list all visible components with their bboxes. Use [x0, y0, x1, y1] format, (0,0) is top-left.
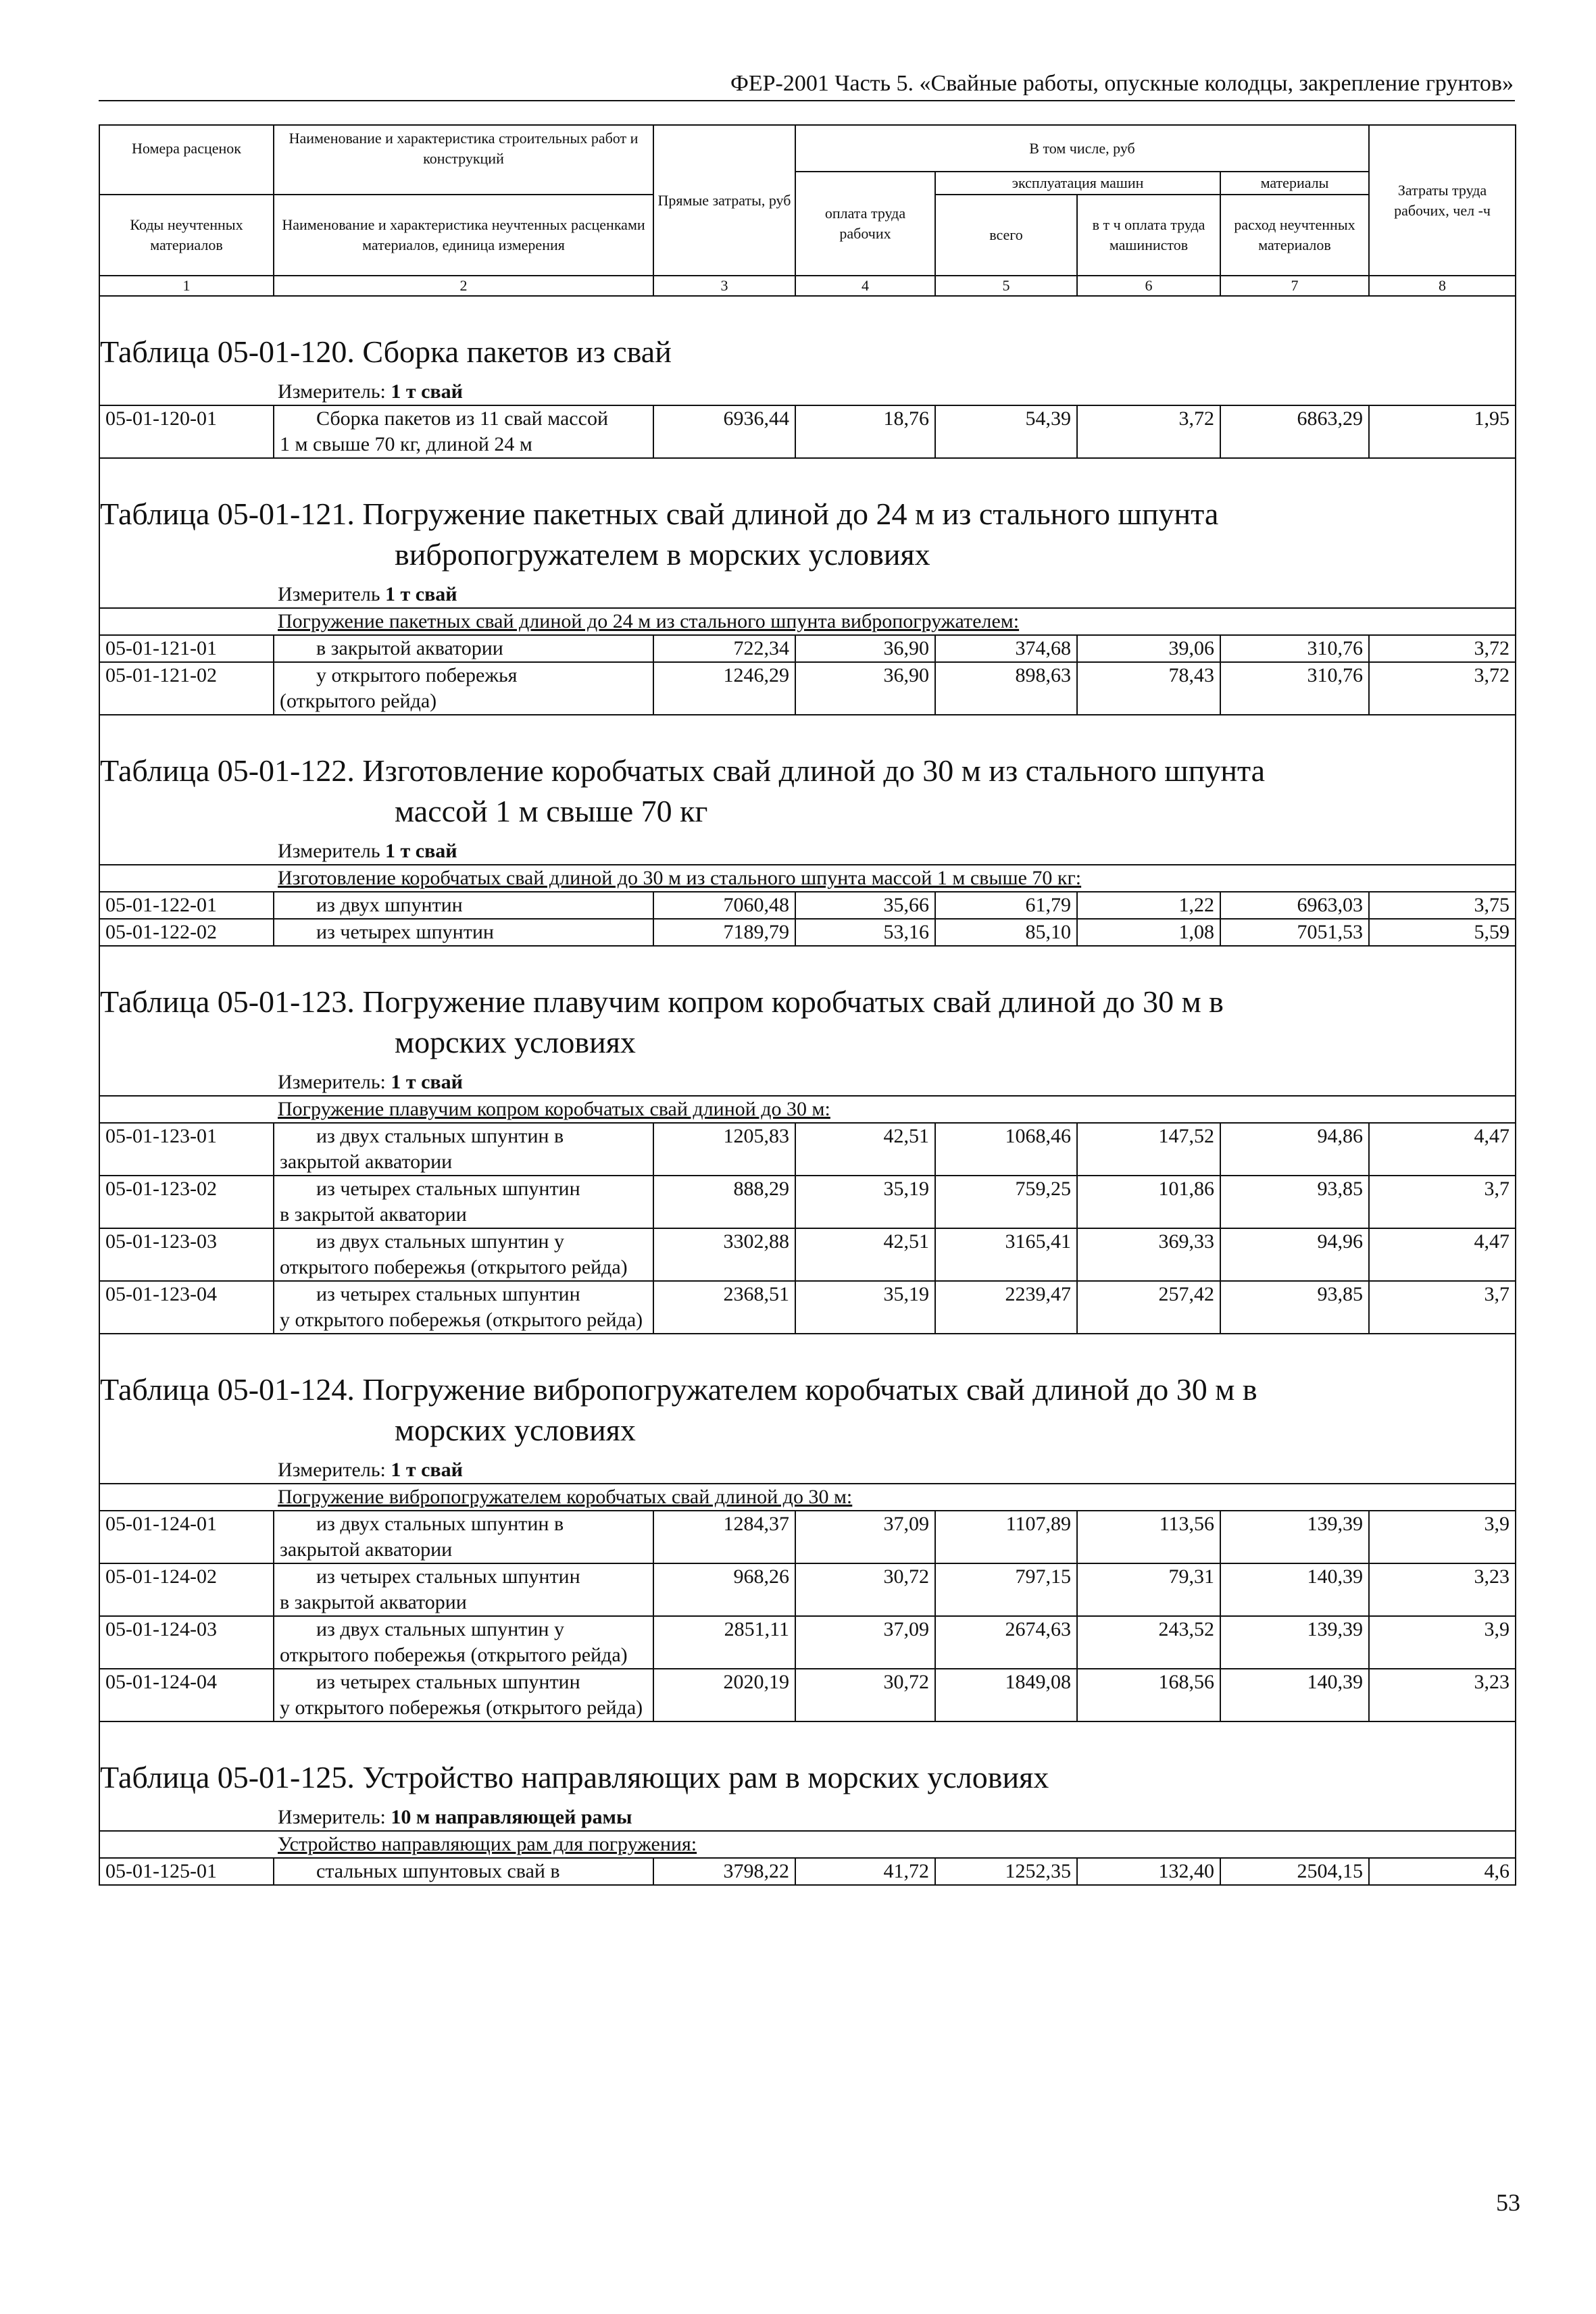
col-number: 6: [1077, 276, 1220, 296]
measure-label: Измеритель:: [278, 1459, 386, 1481]
rate-name: [274, 1669, 653, 1721]
rate-name-first: из четырех стальных шпунтин: [316, 1178, 580, 1200]
table-body: [99, 296, 1516, 1885]
table-row: [99, 1858, 1516, 1885]
value-materials: 139,39: [1220, 1616, 1369, 1669]
rate-name-rest: у открытого побережья (открытого рейда): [280, 1696, 643, 1719]
rate-code: 05-01-124-01: [99, 1511, 274, 1563]
value-hours: 3,72: [1369, 635, 1516, 662]
rate-code: 05-01-123-04: [99, 1281, 274, 1334]
measure-label: Измеритель:: [278, 1071, 386, 1093]
value-hours: 1,95: [1369, 405, 1516, 458]
measure-value: 1 т свай: [391, 380, 463, 403]
group-heading: Погружение вибропогружателем коробчатых свай длиной до 30 м:: [99, 1484, 1516, 1511]
value-direct: 722,34: [653, 635, 795, 662]
header-spacer-2: [274, 172, 653, 195]
header-name-unaccounted: Наименование и характеристика неучтенных расценками материалов, единица измерения: [274, 195, 653, 276]
rate-code: 05-01-124-04: [99, 1669, 274, 1721]
rate-name: [274, 1176, 653, 1228]
value-direct: 2368,51: [653, 1281, 795, 1334]
value-hours: 4,6: [1369, 1858, 1516, 1885]
value-labor: 30,72: [795, 1563, 935, 1616]
rate-name-first: из четырех стальных шпунтин: [316, 1671, 580, 1693]
value-labor: 42,51: [795, 1228, 935, 1281]
value-direct: 1246,29: [653, 662, 795, 715]
group-row: [99, 608, 1516, 635]
section-title-lead: Таблица 05-01-125. Устройство направляющих рам в морских условиях: [100, 1760, 1049, 1794]
value-hours: 5,59: [1369, 919, 1516, 946]
value-materials: 93,85: [1220, 1281, 1369, 1334]
value-machines: 759,25: [935, 1176, 1077, 1228]
measure-value: 1 т свай: [391, 1459, 463, 1481]
value-labor: 37,09: [795, 1511, 935, 1563]
rate-name: [274, 1616, 653, 1669]
section-title: [99, 458, 1516, 575]
measure-value: 1 т свай: [391, 1071, 463, 1093]
table-row: [99, 1669, 1516, 1721]
value-operators: 39,06: [1077, 635, 1220, 662]
value-materials: 7051,53: [1220, 919, 1369, 946]
section-title: [99, 715, 1516, 832]
rate-code: 05-01-121-02: [99, 662, 274, 715]
value-operators: 243,52: [1077, 1616, 1220, 1669]
header-name-works: Наименование и характеристика строительных работ и конструкций: [274, 125, 653, 172]
col-number: 1: [99, 276, 274, 296]
header-direct-costs: Прямые затраты, руб: [653, 125, 795, 276]
rate-name: [274, 892, 653, 919]
group-row: [99, 865, 1516, 892]
rate-name-rest: открытого побережья (открытого рейда): [280, 1644, 628, 1666]
rate-code: 05-01-123-02: [99, 1176, 274, 1228]
value-machines: 3165,41: [935, 1228, 1077, 1281]
rate-name: [274, 1228, 653, 1281]
section-title: [99, 1721, 1516, 1798]
value-labor: 35,19: [795, 1281, 935, 1334]
value-materials: 139,39: [1220, 1511, 1369, 1563]
rate-code: 05-01-120-01: [99, 405, 274, 458]
section-title-row: [99, 458, 1516, 575]
group-row: [99, 1096, 1516, 1123]
value-machines: 2674,63: [935, 1616, 1077, 1669]
value-hours: 4,47: [1369, 1123, 1516, 1176]
header-rule: [99, 100, 1515, 101]
section-title-row: [99, 1721, 1516, 1798]
value-operators: 3,72: [1077, 405, 1220, 458]
section-title: [99, 946, 1516, 1063]
value-materials: 310,76: [1220, 662, 1369, 715]
header-spacer-1: [99, 172, 274, 195]
value-operators: 168,56: [1077, 1669, 1220, 1721]
measure-row: [99, 1063, 1516, 1096]
rate-name-first: из четырех шпунтин: [316, 921, 494, 943]
section-title-rest: морских условиях: [395, 1413, 636, 1447]
measure: [99, 575, 1516, 608]
value-operators: 147,52: [1077, 1123, 1220, 1176]
table-header: [99, 125, 1516, 296]
rate-name-first: из двух шпунтин: [316, 894, 463, 916]
rate-name-first: из двух стальных шпунтин в: [316, 1513, 564, 1535]
value-direct: 2020,19: [653, 1669, 795, 1721]
measure-value: 10 м направляющей рамы: [391, 1806, 632, 1828]
value-materials: 6963,03: [1220, 892, 1369, 919]
value-labor: 37,09: [795, 1616, 935, 1669]
section-title-lead: Таблица 05-01-121. Погружение пакетных свай длиной до 24 м из стального шпунта: [100, 497, 1219, 531]
section-title-row: [99, 296, 1516, 372]
rate-name-first: из двух стальных шпунтин в: [316, 1125, 564, 1147]
measure-label: Измеритель: [278, 840, 380, 862]
rate-code: 05-01-122-02: [99, 919, 274, 946]
value-operators: 1,22: [1077, 892, 1220, 919]
value-materials: 140,39: [1220, 1563, 1369, 1616]
rate-name: [274, 1563, 653, 1616]
col-number: 7: [1220, 276, 1369, 296]
measure-label: Измеритель:: [278, 380, 386, 403]
value-machines: 85,10: [935, 919, 1077, 946]
rate-code: 05-01-125-01: [99, 1858, 274, 1885]
header-operator-pay: в т ч оплата труда машинистов: [1077, 195, 1220, 276]
measure-row: [99, 372, 1516, 405]
rate-name: [274, 405, 653, 458]
measure-value: 1 т свай: [385, 583, 457, 605]
value-hours: 3,9: [1369, 1616, 1516, 1669]
header-materials: материалы: [1220, 172, 1369, 195]
rate-name-rest: у открытого побережья (открытого рейда): [280, 1309, 643, 1331]
rate-name-first: из четырех стальных шпунтин: [316, 1565, 580, 1588]
measure-row: [99, 1798, 1516, 1831]
rate-name-rest: закрытой акватории: [280, 1538, 453, 1561]
section-title: [99, 296, 1516, 372]
value-hours: 3,23: [1369, 1563, 1516, 1616]
measure: [99, 1798, 1516, 1831]
measure: [99, 832, 1516, 865]
rate-name: [274, 1858, 653, 1885]
value-operators: 101,86: [1077, 1176, 1220, 1228]
measure: [99, 1063, 1516, 1096]
table-row: [99, 1616, 1516, 1669]
header-total: всего: [935, 195, 1077, 276]
value-hours: 4,47: [1369, 1228, 1516, 1281]
value-direct: 968,26: [653, 1563, 795, 1616]
rate-name-first: в закрытой акватории: [316, 637, 503, 659]
value-operators: 78,43: [1077, 662, 1220, 715]
value-hours: 3,7: [1369, 1176, 1516, 1228]
value-labor: 18,76: [795, 405, 935, 458]
value-labor: 35,66: [795, 892, 935, 919]
header-codes-unaccounted: Коды неучтенных материалов: [99, 195, 274, 276]
col-number: 3: [653, 276, 795, 296]
rate-name-first: Сборка пакетов из 11 свай массой: [316, 407, 608, 430]
measure-row: [99, 1451, 1516, 1484]
value-machines: 1107,89: [935, 1511, 1077, 1563]
rate-name: [274, 1511, 653, 1563]
table-row: [99, 405, 1516, 458]
table-row: [99, 892, 1516, 919]
header-rates-numbers: Номера расценок: [99, 125, 274, 172]
value-operators: 113,56: [1077, 1511, 1220, 1563]
group-row: [99, 1484, 1516, 1511]
value-direct: 1284,37: [653, 1511, 795, 1563]
value-machines: 374,68: [935, 635, 1077, 662]
header-labor-costs: Затраты труда рабочих, чел -ч: [1369, 125, 1516, 276]
value-hours: 3,72: [1369, 662, 1516, 715]
value-hours: 3,23: [1369, 1669, 1516, 1721]
value-materials: 94,86: [1220, 1123, 1369, 1176]
value-operators: 79,31: [1077, 1563, 1220, 1616]
group-heading: Погружение пакетных свай длиной до 24 м из стального шпунта вибропогружателем:: [99, 608, 1516, 635]
value-materials: 6863,29: [1220, 405, 1369, 458]
table-row: [99, 1281, 1516, 1334]
measure-value: 1 т свай: [385, 840, 457, 862]
measure-label: Измеритель:: [278, 1806, 386, 1828]
value-hours: 3,75: [1369, 892, 1516, 919]
running-head: ФЕР-2001 Часть 5. «Свайные работы, опускные колодцы, закрепление грунтов»: [730, 71, 1514, 96]
rate-name-rest: открытого побережья (открытого рейда): [280, 1256, 628, 1278]
group-heading: Изготовление коробчатых свай длиной до 30 м из стального шпунта массой 1 м свыше 70 кг:: [99, 865, 1516, 892]
header-machine-operation: эксплуатация машин: [935, 172, 1220, 195]
value-direct: 888,29: [653, 1176, 795, 1228]
table-row: [99, 1511, 1516, 1563]
value-hours: 3,7: [1369, 1281, 1516, 1334]
page-number: 53: [1496, 2189, 1520, 2216]
section-title-row: [99, 715, 1516, 832]
rate-name-first: у открытого побережья: [316, 664, 518, 686]
measure-row: [99, 575, 1516, 608]
value-labor: 41,72: [795, 1858, 935, 1885]
header-labor-pay: оплата труда рабочих: [795, 172, 935, 276]
rate-name-first: из четырех стальных шпунтин: [316, 1283, 580, 1305]
section-title-lead: Таблица 05-01-122. Изготовление коробчатых свай длиной до 30 м из стального шпунта: [100, 753, 1266, 788]
value-operators: 132,40: [1077, 1858, 1220, 1885]
rate-name: [274, 1123, 653, 1176]
value-materials: 93,85: [1220, 1176, 1369, 1228]
table-row: [99, 1228, 1516, 1281]
table-row: [99, 1563, 1516, 1616]
value-labor: 35,19: [795, 1176, 935, 1228]
section-title-rest: массой 1 м свыше 70 кг: [395, 794, 708, 828]
value-hours: 3,9: [1369, 1511, 1516, 1563]
rate-name: [274, 662, 653, 715]
rate-name: [274, 919, 653, 946]
rate-code: 05-01-124-03: [99, 1616, 274, 1669]
header-material-consumption: расход неучтенных материалов: [1220, 195, 1369, 276]
section-title-lead: Таблица 05-01-123. Погружение плавучим копром коробчатых свай длиной до 30 м в: [100, 984, 1224, 1019]
group-row: [99, 1831, 1516, 1858]
value-labor: 53,16: [795, 919, 935, 946]
section-title-lead: Таблица 05-01-124. Погружение вибропогружателем коробчатых свай длиной до 30 м в: [100, 1372, 1257, 1407]
value-direct: 3302,88: [653, 1228, 795, 1281]
value-direct: 7189,79: [653, 919, 795, 946]
rate-name-rest: (открытого рейда): [280, 690, 437, 712]
value-machines: 1068,46: [935, 1123, 1077, 1176]
rate-name-rest: в закрытой акватории: [280, 1591, 467, 1613]
rate-code: 05-01-123-01: [99, 1123, 274, 1176]
measure-row: [99, 832, 1516, 865]
table-row: [99, 662, 1516, 715]
value-operators: 1,08: [1077, 919, 1220, 946]
table-row: [99, 635, 1516, 662]
value-machines: 2239,47: [935, 1281, 1077, 1334]
value-machines: 54,39: [935, 405, 1077, 458]
value-direct: 7060,48: [653, 892, 795, 919]
rate-name: [274, 635, 653, 662]
value-machines: 797,15: [935, 1563, 1077, 1616]
table-row: [99, 919, 1516, 946]
value-direct: 3798,22: [653, 1858, 795, 1885]
value-labor: 36,90: [795, 635, 935, 662]
section-title-row: [99, 1334, 1516, 1451]
rate-name-first: стальных шпунтовых свай в: [316, 1860, 560, 1882]
col-number: 5: [935, 276, 1077, 296]
rate-name-first: из двух стальных шпунтин у: [316, 1618, 564, 1640]
value-materials: 140,39: [1220, 1669, 1369, 1721]
measure: [99, 1451, 1516, 1484]
value-materials: 310,76: [1220, 635, 1369, 662]
value-labor: 36,90: [795, 662, 935, 715]
section-title: [99, 1334, 1516, 1451]
value-direct: 1205,83: [653, 1123, 795, 1176]
value-machines: 1252,35: [935, 1858, 1077, 1885]
rate-name-first: из двух стальных шпунтин у: [316, 1230, 564, 1253]
measure: [99, 372, 1516, 405]
rate-name-rest: в закрытой акватории: [280, 1203, 467, 1226]
col-number: 2: [274, 276, 653, 296]
value-materials: 2504,15: [1220, 1858, 1369, 1885]
rate-code: 05-01-124-02: [99, 1563, 274, 1616]
section-title-rest: вибропогружателем в морских условиях: [395, 537, 930, 572]
value-machines: 61,79: [935, 892, 1077, 919]
rate-code: 05-01-122-01: [99, 892, 274, 919]
group-heading: Устройство направляющих рам для погружения:: [99, 1831, 1516, 1858]
table-row: [99, 1176, 1516, 1228]
header-including: В том числе, руб: [795, 125, 1369, 172]
rate-code: 05-01-123-03: [99, 1228, 274, 1281]
col-number: 8: [1369, 276, 1516, 296]
value-direct: 2851,11: [653, 1616, 795, 1669]
value-machines: 898,63: [935, 662, 1077, 715]
rate-name-rest: закрытой акватории: [280, 1151, 453, 1173]
value-direct: 6936,44: [653, 405, 795, 458]
value-operators: 369,33: [1077, 1228, 1220, 1281]
rate-code: 05-01-121-01: [99, 635, 274, 662]
rates-table: [99, 124, 1516, 1886]
rate-name: [274, 1281, 653, 1334]
group-heading: Погружение плавучим копром коробчатых свай длиной до 30 м:: [99, 1096, 1516, 1123]
value-operators: 257,42: [1077, 1281, 1220, 1334]
value-labor: 30,72: [795, 1669, 935, 1721]
value-materials: 94,96: [1220, 1228, 1369, 1281]
value-machines: 1849,08: [935, 1669, 1077, 1721]
col-number: 4: [795, 276, 935, 296]
table-row: [99, 1123, 1516, 1176]
section-title-lead: Таблица 05-01-120. Сборка пакетов из свай: [100, 334, 672, 369]
measure-label: Измеритель: [278, 583, 380, 605]
value-labor: 42,51: [795, 1123, 935, 1176]
section-title-rest: морских условиях: [395, 1025, 636, 1059]
rate-name-rest: 1 м свыше 70 кг, длиной 24 м: [280, 433, 532, 455]
section-title-row: [99, 946, 1516, 1063]
